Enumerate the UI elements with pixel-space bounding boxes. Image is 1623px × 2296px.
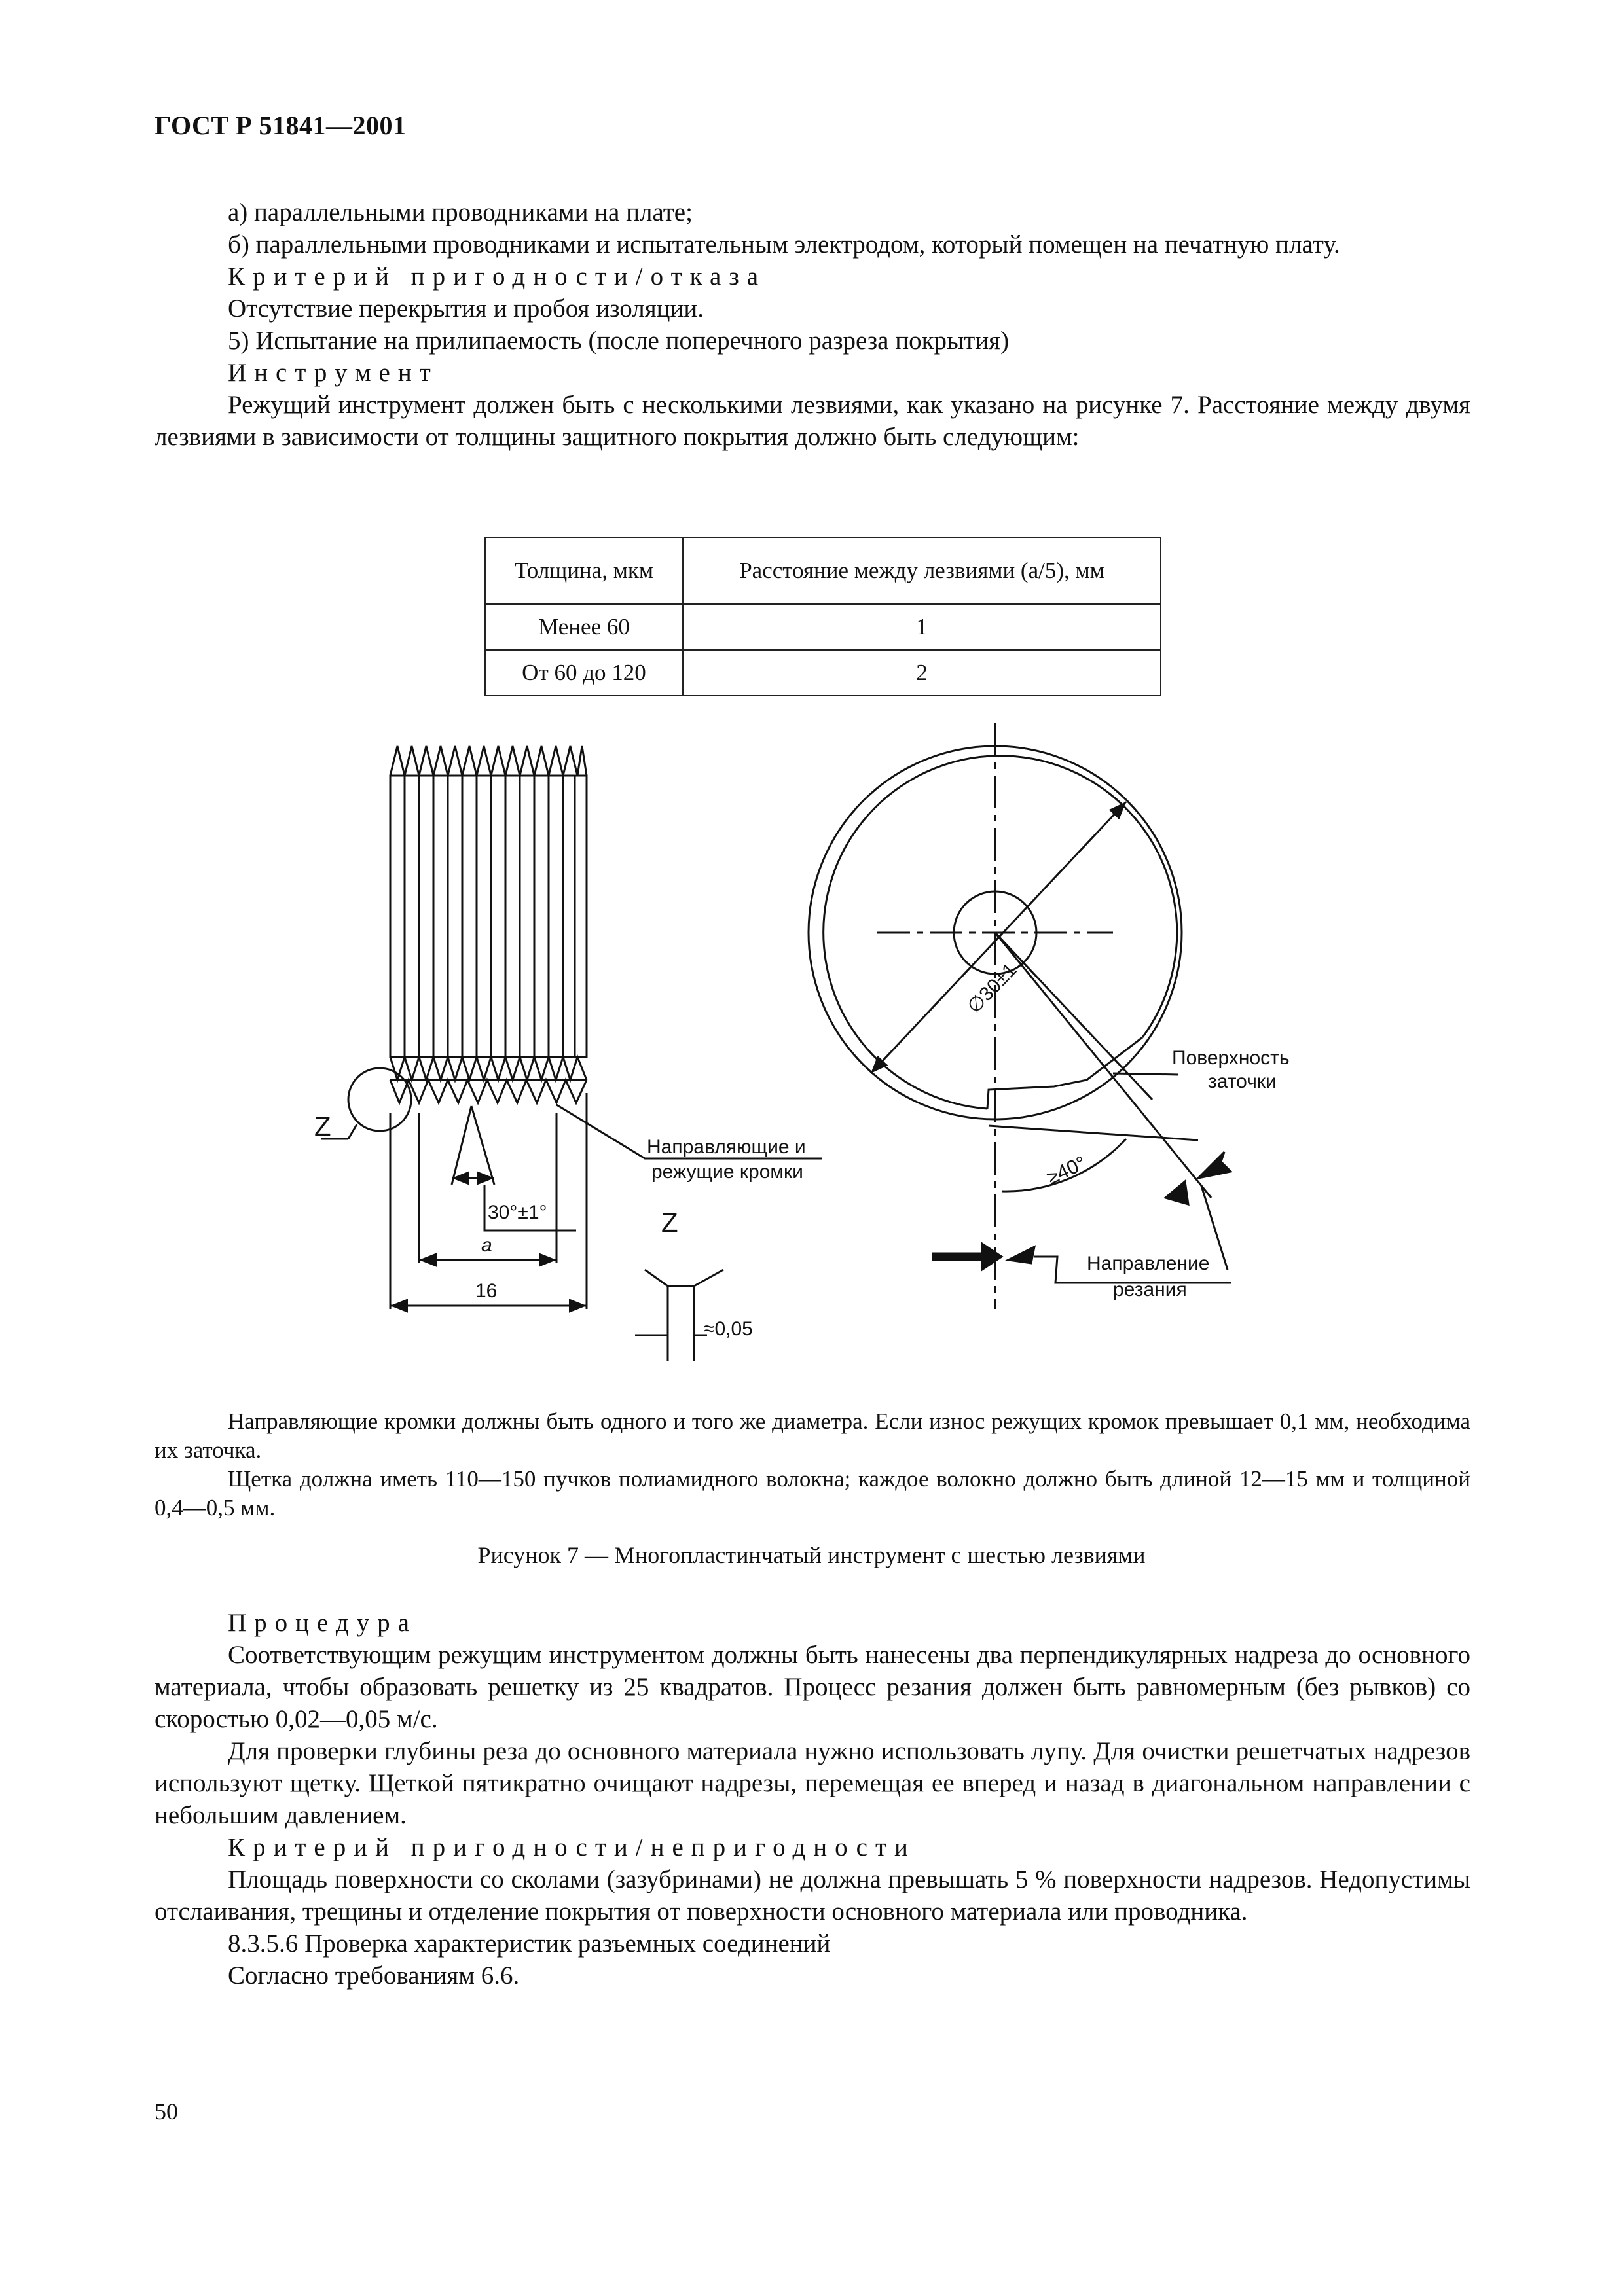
label-diameter: ∅30±1 — [963, 959, 1021, 1018]
multi-blade-tool — [321, 746, 822, 1309]
table-cell: 1 — [683, 604, 1161, 650]
list-item-b: б) параллельными проводниками и испытательным электродом, который помещен на печатную плату. — [228, 230, 1340, 259]
section-8356-text: Согласно требованиям 6.6. — [228, 1962, 520, 1990]
table-cell: 2 — [683, 650, 1161, 696]
blade-lines — [405, 776, 575, 1057]
note-guide-edges: Направляющие кромки должны быть одного и того же диаметра. Если износ режущих кромок превышает 0,1 мм, необходима их заточка. — [155, 1408, 1470, 1463]
label-z-left: Z — [314, 1111, 331, 1141]
page-header: ГОСТ Р 51841—2001 — [155, 111, 407, 140]
label-angle-40: ≥40° — [1044, 1152, 1090, 1189]
procedure-heading: Процедура — [228, 1609, 417, 1637]
figure-notes — [155, 1407, 1470, 1522]
section-8356-title: 8.3.5.6 Проверка характеристик разъемных соединений — [228, 1929, 831, 1958]
label-approx-005: ≈0,05 — [704, 1318, 753, 1340]
label-direction-1: Направление — [1087, 1253, 1210, 1274]
table-cell: От 60 до 120 — [485, 650, 683, 696]
test5-title: 5) Испытание на прилипаемость (после поперечного разреза покрытия) — [228, 327, 1010, 355]
label-surface-1: Поверхность — [1172, 1047, 1290, 1069]
procedure-p2: Для проверки глубины реза до основного материала нужно использовать лупу. Для очистки решетчатых надрезов используют щетку. Щеткой пятикратно очищают надрезы, перемещая ее вперед и назад в диагональном направлении с небольшим давлением. — [155, 1737, 1470, 1829]
table-header-thickness: Толщина, мкм — [485, 537, 683, 604]
table-cell: Менее 60 — [485, 604, 683, 650]
label-angle-30: 30°±1° — [488, 1202, 547, 1223]
instrument-heading: Инструмент — [228, 359, 439, 387]
instrument-text: Режущий инструмент должен быть с несколькими лезвиями, как указано на рисунке 7. Расстояние между двумя лезвиями в зависимости от толщины защитного покрытия должно быть следующим: — [155, 391, 1470, 451]
label-direction-2: резания — [1113, 1279, 1187, 1300]
list-item-a: а) параллельными проводниками на плате; — [228, 198, 693, 226]
label-16: 16 — [475, 1280, 498, 1302]
label-z-detail: Z — [661, 1207, 678, 1238]
circular-tool — [809, 723, 1211, 1309]
figure-caption: Рисунок 7 — Многопластинчатый инструмент с шестью лезвиями — [477, 1542, 1146, 1568]
table-header-spacing: Расстояние между лезвиями (a/5), мм — [683, 537, 1161, 604]
label-a: a — [481, 1234, 492, 1256]
procedure-section — [155, 1607, 1470, 1992]
page-number: 50 — [155, 2098, 178, 2125]
note-brush: Щетка должна иметь 110—150 пучков полиамидного волокна; каждое волокно должно быть длиной 12—15 мм и толщиной 0,4—0,5 мм. — [155, 1466, 1470, 1520]
criterion-heading: Критерий пригодности/отказа — [228, 262, 767, 291]
label-surface-2: заточки — [1208, 1071, 1277, 1092]
criterion-text: Отсутствие перекрытия и пробоя изоляции. — [228, 295, 704, 323]
fitness-criterion-heading: Критерий пригодности/непригодности — [228, 1833, 916, 1861]
detail-z — [635, 1270, 723, 1361]
fitness-criterion-text: Площадь поверхности со сколами (зазубринами) не должна превышать 5 % поверхности надрезов. Недопустимы отслаивания, трещины и отделение покрытия от поверхности основного материала или проводника. — [155, 1865, 1470, 1926]
label-guide-edges-1: Направляющие и — [647, 1136, 806, 1158]
label-guide-edges-2: режущие кромки — [651, 1161, 803, 1183]
procedure-p1: Соответствующим режущим инструментом должны быть нанесены два перпендикулярных надреза до основного материала, чтобы образовать решетку из 25 квадратов. Процесс резания должен быть равномерным (без рывков) со скоростью 0,02—0,05 м/с. — [155, 1641, 1470, 1733]
